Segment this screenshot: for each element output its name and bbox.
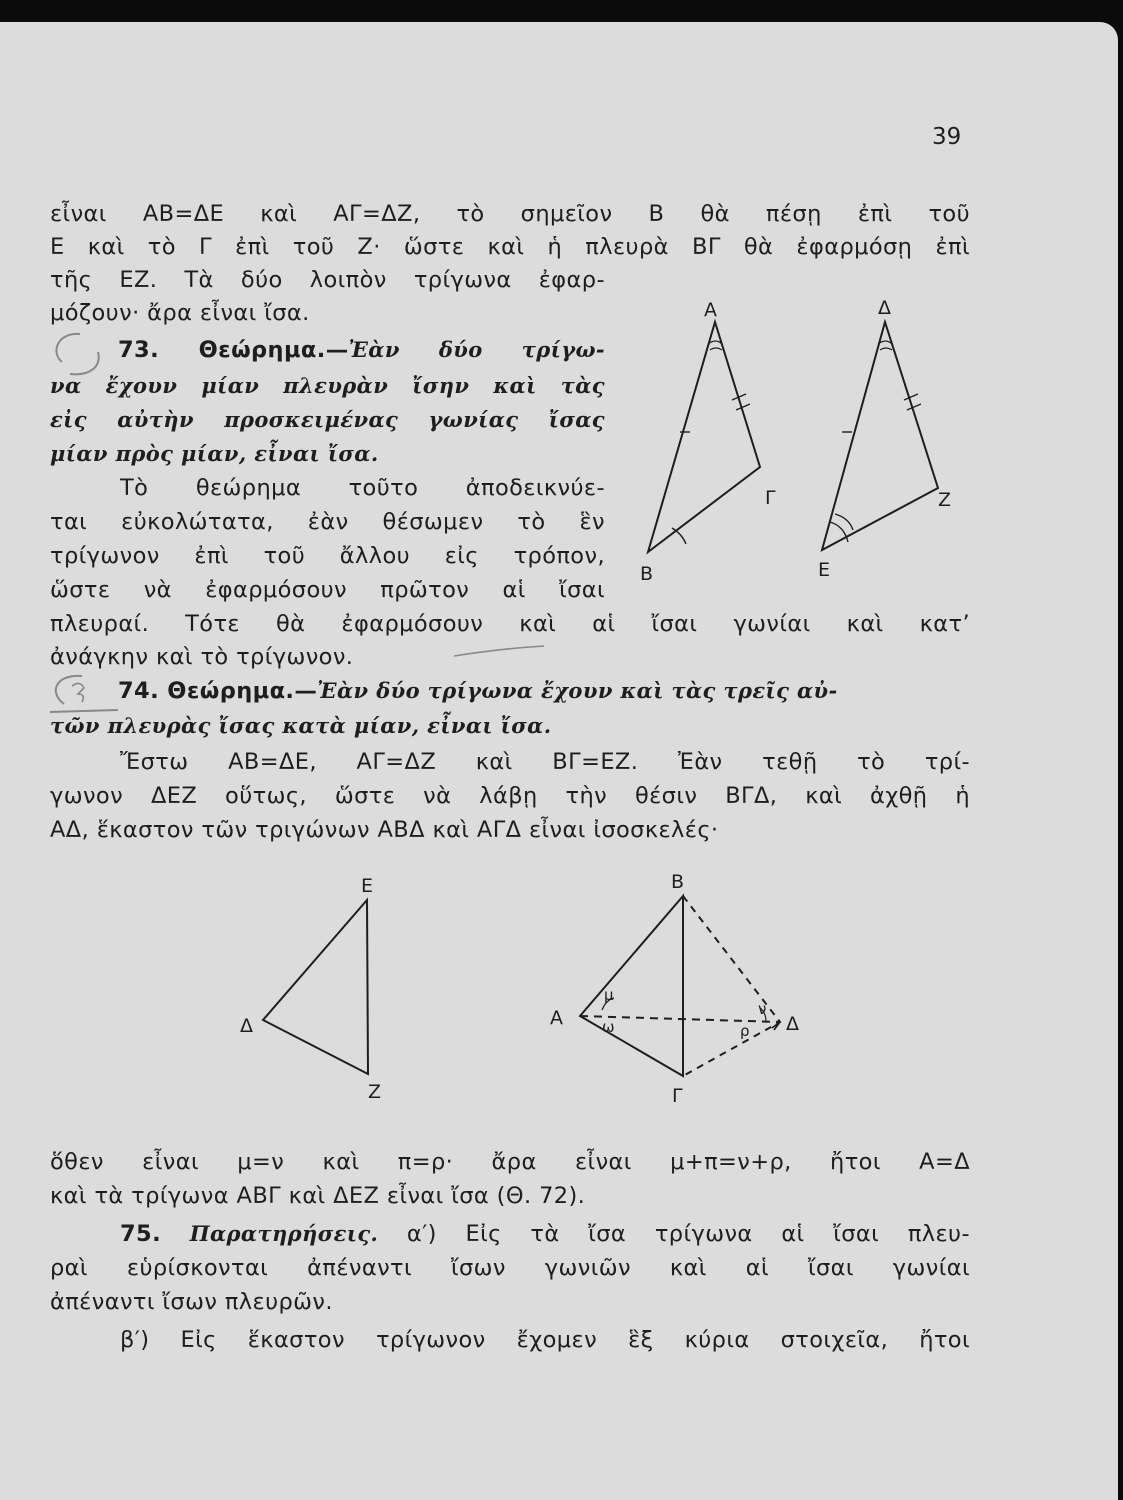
label-a: Α [704,299,717,321]
theorem-74-heading [118,677,970,705]
pencil-mark-73 [40,322,130,382]
label-z2: Ζ [368,1081,382,1103]
remarks-75-heading [120,1220,970,1248]
theorem-73-statement: Ἐὰν δύο τρίγω- [348,337,605,362]
text-line: γωνον ΔΕΖ οὕτως, ὥστε νὰ λάβῃ τὴν θέσιν ΒΓΔ, καὶ ἀχθῇ ἡ [50,783,970,809]
label-nu: ν [758,1000,767,1018]
text-line: ὅθεν εἶναι μ=ν καὶ π=ρ· ἄρα εἶναι μ+π=ν+ρ, ἤτοι Α=Δ [50,1149,970,1175]
theorem-73-heading [118,336,605,364]
label-mu: μ [604,986,614,1004]
theorem-73-line: εἰς αὐτὴν προσκειμένας γωνίας ἴσας [50,407,605,432]
remarks-75-text: α′) Εἰς τὰ ἴσα τρίγωνα αἱ ἴσαι πλευ- [406,1221,970,1247]
text-line: καὶ τὰ τρίγωνα ΑΒΓ καὶ ΔΕΖ εἶναι ἴσα (Θ. 72). [50,1183,586,1209]
page-number: 39 [932,124,962,150]
pencil-mark-74 [40,662,130,732]
label-d: Δ [878,297,891,319]
theorem-74-line: τῶν πλευρὰς ἴσας κατὰ μίαν, εἶναι ἴσα. [50,713,552,738]
label-a3: Α [550,1007,563,1029]
triangle-dez [822,322,938,550]
text-line: Ἔστω ΑΒ=ΔΕ, ΑΓ=ΔΖ καὶ ΒΓ=ΕΖ. Ἐὰν τεθῇ τὸ τρί- [120,749,970,775]
label-b: Β [640,563,654,585]
label-e: Ε [818,559,831,581]
text-line: Τὸ θεώρημα τοῦτο ἀποδεικνύε- [120,475,605,501]
text-line: μόζουν· ἄρα εἶναι ἴσα. [50,300,310,326]
figure-theorem-74-dez [230,852,420,1112]
label-b3: Β [671,871,685,893]
label-g: Γ [765,487,776,509]
book-page [0,22,1118,1500]
remarks-75-title: Παρατηρήσεις. [189,1221,379,1246]
text-line: ὥστε νὰ ἐφαρμόσουν πρῶτον αἱ ἴσαι [50,577,605,603]
text-line: Ε καὶ τὸ Γ ἐπὶ τοῦ Ζ· ὥστε καὶ ἡ πλευρὰ ΒΓ θὰ ἐφαρμόσῃ ἐπὶ [50,234,970,260]
label-z: Ζ [938,489,952,511]
text-line: ΑΔ, ἕκαστον τῶν τριγώνων ΑΒΔ καὶ ΑΓΔ εἶναι ἰσοσκελές· [50,817,719,843]
text-line: β′) Εἰς ἕκαστον τρίγωνον ἔχομεν ἓξ κύρια στοιχεῖα, ἤτοι [120,1327,970,1353]
text-line: ἀνάγκην καὶ τὸ τρίγωνον. [50,644,354,670]
label-d2: Δ [240,1015,253,1037]
label-d3: Δ [786,1013,799,1035]
remarks-75-number: 75. [120,1221,162,1247]
theorem-74-number: 74. Θεώρημα.— [118,678,318,704]
text-line: ραὶ εὑρίσκονται ἀπέναντι ἴσων γωνιῶν καὶ αἱ ἴσαι γωνίαι [50,1255,970,1281]
theorem-74-statement: Ἐὰν δύο τρίγωνα ἔχουν καὶ τὰς τρεῖς αὐ- [317,678,838,703]
text-line: τῆς ΕΖ. Τὰ δύο λοιπὸν τρίγωνα ἐφαρ- [50,267,605,293]
theorem-73-number: 73. Θεώρημα.— [118,337,349,363]
theorem-73-line: μίαν πρὸς μίαν, εἶναι ἴσα. [50,441,379,466]
figure-theorem-74-abgd [540,860,830,1120]
triangle-abg [648,322,760,552]
label-e2: Ε [361,875,374,897]
label-omega: ω [602,1018,615,1036]
text-line: ἀπέναντι ἴσων πλευρῶν. [50,1289,333,1315]
pencil-underline [450,642,550,662]
text-line: ται εὐκολώτατα, ἐὰν θέσωμεν τὸ ἓν [50,509,605,535]
theorem-73-line: να ἔχουν μίαν πλευρὰν ἴσην καὶ τὰς [50,373,605,398]
text-line: πλευραί. Τότε θὰ ἐφαρμόσουν καὶ αἱ ἴσαι γωνίαι καὶ κατ’ [50,611,970,637]
label-g3: Γ [672,1085,683,1107]
text-line: τρίγωνον ἐπὶ τοῦ ἄλλου εἰς τρόπον, [50,543,605,569]
text-line: εἶναι ΑΒ=ΔΕ καὶ ΑΓ=ΔΖ, τὸ σημεῖον Β θὰ πέσῃ ἐπὶ τοῦ [50,201,970,227]
triangle-dez-2 [263,900,368,1074]
figure-theorem-73 [620,292,980,592]
label-rho: ρ [740,1022,750,1040]
